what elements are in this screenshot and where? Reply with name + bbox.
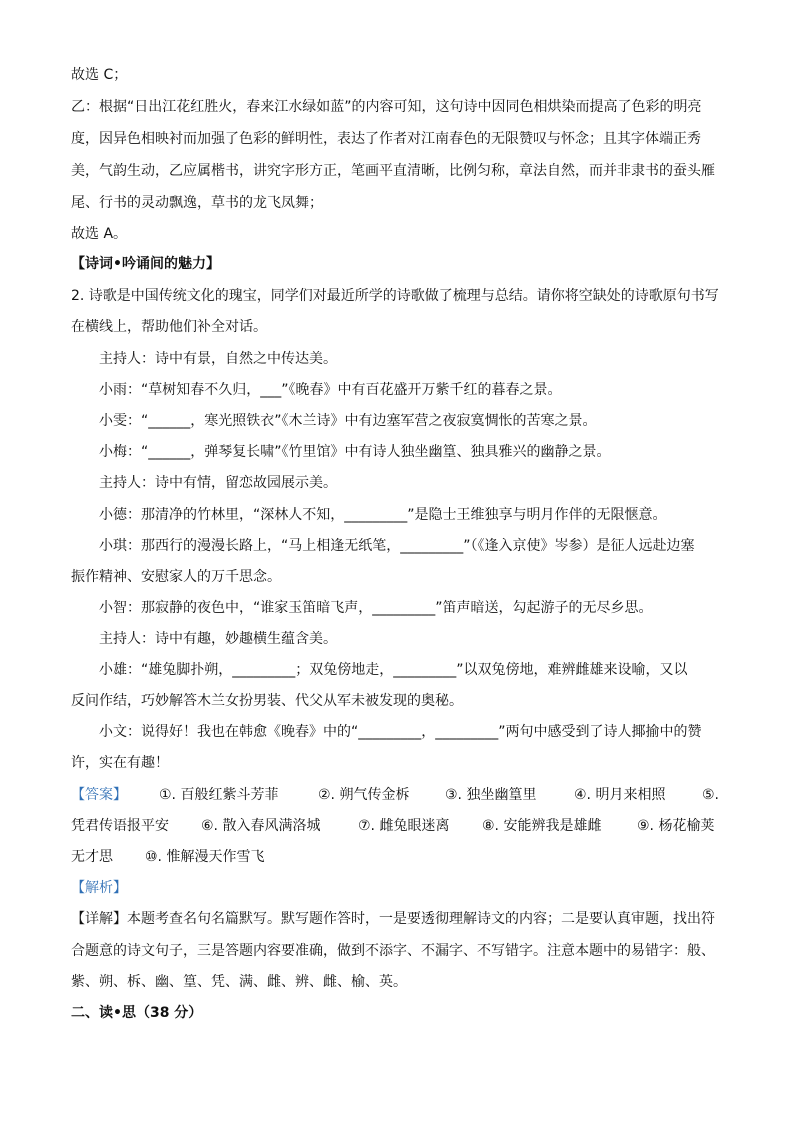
section-header: 【诗词•吟诵间的魅力】 xyxy=(71,256,220,272)
dialogue-line: 许，实在有趣！ xyxy=(71,755,169,771)
answer-label: 【答案】 xyxy=(71,787,127,803)
answer-item: ⑦. 雌兔眼迷离 xyxy=(358,818,450,834)
analysis-label: 【解析】 xyxy=(71,880,127,896)
answer-item: ④. 明月来相照 xyxy=(574,787,666,803)
answer-item: ⑩. 惟解漫天作雪飞 xyxy=(145,849,265,865)
dialogue-line: 小智：那寂静的夜色中，“谁家玉笛暗飞声，_________”笛声暗送，勾起游子的无尽乡思。 xyxy=(99,600,653,616)
answer-item: ③. 独坐幽篁里 xyxy=(445,787,537,803)
answer-item: 无才思 xyxy=(71,849,113,865)
detail-line: 【详解】本题考查名句名篇默写。默写题作答时，一是要透彻理解诗文的内容；二是要认真审题，找出符 xyxy=(71,911,715,927)
answer-item: ⑧. 安能辨我是雄雌 xyxy=(482,818,602,834)
dialogue-line: 主持人：诗中有景，自然之中传达美。 xyxy=(99,351,337,367)
detail-line: 紫、朔、柝、幽、篁、凭、满、雌、辨、雌、榆、英。 xyxy=(71,974,407,990)
detail-line: 合题意的诗文句子，三是答题内容要准确，做到不添字、不漏字、不写错字。注意本题中的易错字：般、 xyxy=(71,943,715,959)
dialogue-line: 小雯：“______，寒光照铁衣”《木兰诗》中有边塞军营之夜寂寞惆怅的苦寒之景。 xyxy=(99,413,597,429)
answer-item: ⑥. 散入春风满洛城 xyxy=(201,818,321,834)
dialogue-line: 主持人：诗中有情，留恋故园展示美。 xyxy=(99,475,337,491)
answer-item: 凭君传语报平安 xyxy=(71,818,169,834)
answer-item: ②. 朔气传金柝 xyxy=(318,787,410,803)
dialogue-line: 反问作结，巧妙解答木兰女扮男装、代父从军未被发现的奥秘。 xyxy=(71,693,463,709)
answer-choice-a: 故选 A。 xyxy=(71,226,128,242)
paragraph-line: 度，因异色相映衬而加强了色彩的鲜明性，表达了作者对江南春色的无限赞叹与怀念；且其字体端正秀 xyxy=(71,131,701,147)
answer-item: ⑨. 杨花榆荚 xyxy=(637,818,715,834)
dialogue-line: 小雄：“雄兔脚扑朔，_________；双兔傍地走，_________”以双兔傍地，难辨雌雄来设喻，又以 xyxy=(99,662,688,678)
dialogue-line: 小文：说得好！我也在韩愈《晚春》中的“_________，_________”两句中感受到了诗人揶揄中的赞 xyxy=(99,724,702,740)
paragraph-line: 尾、行书的灵动飘逸，草书的龙飞凤舞； xyxy=(71,195,323,211)
dialogue-line: 小德：那清净的竹林里，“深林人不知，_________”是隐士王维独享与明月作伴的无限惬意。 xyxy=(99,507,667,523)
answer-item: ①. 百般红紫斗芳菲 xyxy=(159,787,279,803)
paragraph-line: 乙：根据“日出江花红胜火，春来江水绿如蓝”的内容可知，这句诗中因同色相烘染而提高了色彩的明亮 xyxy=(71,99,702,115)
dialogue-line: 小琪：那西行的漫漫长路上，“马上相逢无纸笔，_________”（《逢入京使》岑参）是征人远赴边塞 xyxy=(99,538,695,554)
answer-choice-c: 故选 C； xyxy=(71,67,128,83)
dialogue-line: 振作精神、安慰家人的万千思念。 xyxy=(71,569,281,585)
paragraph-line: 美，气韵生动，乙应属楷书，讲究字形方正，笔画平直清晰，比例匀称，章法自然，而并非隶书的蚕头雁 xyxy=(71,163,715,179)
section-2-header: 二、读•思（38 分） xyxy=(71,1005,203,1021)
dialogue-line: 主持人：诗中有趣，妙趣横生蕴含美。 xyxy=(99,631,337,647)
dialogue-line: 小梅：“______，弹琴复长啸”《竹里馆》中有诗人独坐幽篁、独具雅兴的幽静之景。 xyxy=(99,444,611,460)
answer-item: ⑤. xyxy=(702,787,720,803)
question-2-line: 在横线上，帮助他们补全对话。 xyxy=(71,319,267,335)
dialogue-line: 小雨：“草树知春不久归，___”《晚春》中有百花盛开万紫千红的暮春之景。 xyxy=(99,382,562,398)
question-2-line: 2. 诗歌是中国传统文化的瑰宝，同学们对最近所学的诗歌做了梳理与总结。请你将空缺处的诗歌原句书写 xyxy=(71,288,719,304)
